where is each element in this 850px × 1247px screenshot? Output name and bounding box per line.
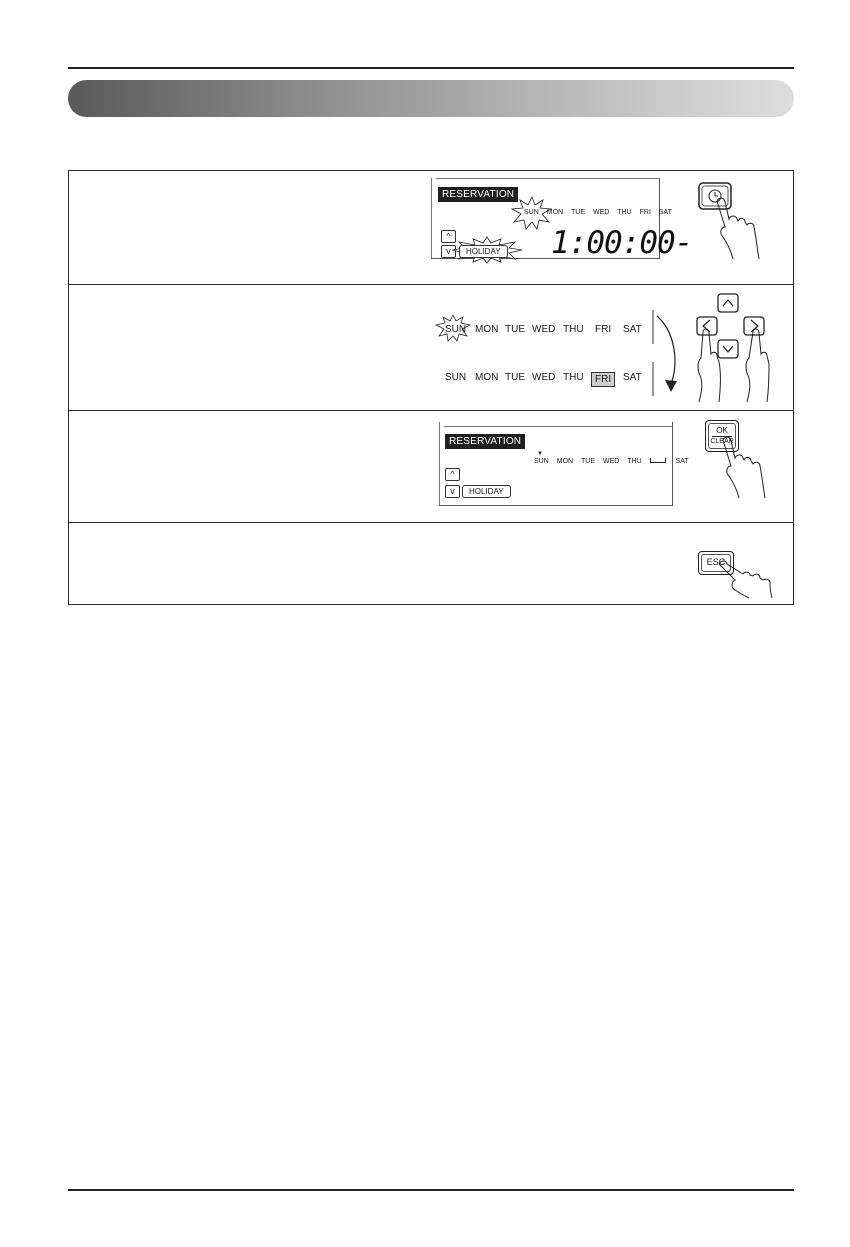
day-sun: SUN [534,458,549,465]
day-sun: SUN [524,209,539,216]
clear-label: CLEAR [710,438,734,445]
holiday-indicator: HOLIDAY [462,485,511,498]
day-mon: MON [556,458,574,465]
step-row-1 [69,171,793,285]
up-arrow-icon: ^ [445,468,460,481]
day-tue: TUE [505,324,525,335]
day-fri: FRI [639,209,651,216]
top-rule [68,67,794,69]
finger-press-icon [717,436,773,500]
step-row-4 [69,522,793,604]
day-sat: SAT [675,458,689,465]
esc-label: ESC [706,557,726,567]
day-mon: MON [475,372,499,383]
day-sat: SAT [658,209,672,216]
blink-burst-icon [511,196,553,230]
day-mon: MON [546,209,564,216]
lcd-display [431,178,693,261]
day-tue: TUE [505,372,525,383]
arrow-keypad-press-icon [691,292,771,404]
day-wed: WED [592,209,610,216]
day-tue: TUE [571,209,586,216]
holiday-indicator: HOLIDAY [459,245,508,258]
ok-label: OK [716,426,728,435]
day-row [534,458,695,465]
curved-arrow-icon [653,314,681,394]
day-fri-selected: FRI [591,372,615,387]
day-thu: THU [627,458,642,465]
section-title-bar [68,80,794,117]
day-wed: WED [602,458,620,465]
time-display: 1:00:00- [551,225,693,261]
day-sun: SUN [445,324,467,335]
down-arrow-icon: v [441,245,456,258]
day-thu: THU [617,209,632,216]
bottom-rule [68,1189,794,1191]
step-row-2 [69,284,793,411]
lcd-display [439,422,689,506]
day-mon: MON [475,324,499,335]
day-wed: WED [532,324,556,335]
day-fri: FRI [595,324,612,335]
day-tue: TUE [581,458,596,465]
day-sat: SAT [623,324,642,335]
day-thu: THU [563,324,584,335]
day-thu: THU [563,372,584,383]
step-row-3 [69,410,793,523]
clock-button-press-icon [697,181,769,261]
day-pointer-icon: ▼ [537,451,543,457]
day-sat: SAT [623,372,642,383]
reservation-badge: RESERVATION [445,434,525,449]
finger-press-icon [715,560,773,600]
down-arrow-icon: v [445,485,460,498]
up-arrow-icon: ^ [441,230,456,243]
steps-table [68,170,794,605]
day-wed: WED [532,372,556,383]
day-fri-cleared [650,458,666,463]
reservation-badge: RESERVATION [438,187,518,202]
day-sun: SUN [445,372,467,383]
